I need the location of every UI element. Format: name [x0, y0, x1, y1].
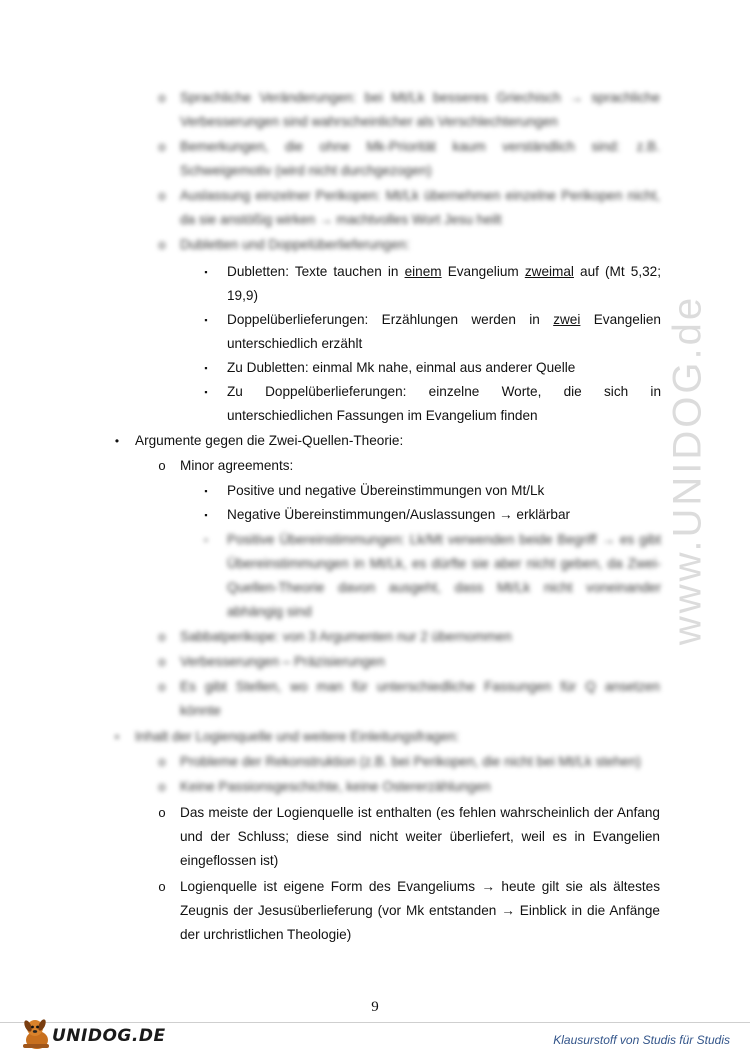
- logo-text: UNIDOG.DE: [52, 1026, 166, 1046]
- dog-logo-icon: [20, 1016, 54, 1052]
- zu-dubletten-item: Zu Dubletten: einmal Mk nahe, einmal aus anderer Quelle: [227, 360, 576, 375]
- list-item: Verbesserungen – Präzisierungen: [180, 654, 385, 669]
- list-marker-circle: o: [158, 188, 166, 203]
- page-number: 9: [371, 999, 379, 1015]
- list-marker-circle: o: [158, 679, 166, 694]
- logien-item: Logienquelle ist eigene Form des Evangeliums → heute gilt sie als ältestes Zeugnis der Jesusüberlieferung (vor Mk entstanden → Einblick in die Anfänge der urchristlichen Theologie): [180, 879, 660, 942]
- list-item: Inhalt der Logienquelle und weitere Einleitungsfragen:: [135, 729, 460, 744]
- list-marker-square: ▪: [204, 315, 208, 325]
- list-item: Bemerkungen, die ohne Mk-Priorität kaum verständlich sind: z.B.: [180, 139, 660, 154]
- list-marker-bullet: •: [114, 434, 120, 448]
- dubletten-item: Dubletten: Texte tauchen in einem Evangelium zweimal auf (Mt 5,32;: [227, 264, 661, 279]
- minor-item: Negative Übereinstimmungen/Auslassungen → erklärbar: [227, 507, 571, 522]
- list-marker-circle: o: [158, 90, 166, 105]
- list-item: Dubletten und Doppelüberlieferungen:: [180, 237, 410, 252]
- logo: [20, 1016, 166, 1052]
- list-marker-square: ▪: [204, 535, 208, 545]
- list-marker-circle: o: [158, 805, 166, 820]
- list-item-cont: abhängig sind: [227, 604, 312, 619]
- dubletten-item-cont: 19,9): [227, 288, 258, 303]
- list-item-cont: da sie anstößig wirken → machtvolles Wort Jesu heilt: [180, 212, 502, 227]
- list-marker-circle: o: [158, 237, 166, 252]
- doppel-item-cont: unterschiedlich erzählt: [227, 336, 363, 351]
- minor-agreements: Minor agreements:: [180, 458, 294, 473]
- list-marker-square: ▪: [204, 486, 208, 496]
- list-item-cont: Schweigemotiv (wird nicht durchgezogen): [180, 163, 432, 178]
- list-marker-circle: o: [158, 779, 166, 794]
- list-marker-circle: o: [158, 139, 166, 154]
- watermark: www.UNIDOG.de: [665, 294, 710, 646]
- list-marker-square: ▪: [204, 510, 208, 520]
- list-item: Probleme der Rekonstruktion (z.B. bei Perikopen, die nicht bei Mt/Lk stehen): [180, 754, 641, 769]
- list-marker-circle: o: [158, 458, 166, 473]
- argumente-heading: Argumente gegen die Zwei-Quellen-Theorie:: [135, 433, 404, 448]
- list-item: Keine Passionsgeschichte, keine Ostererzählungen: [180, 779, 491, 794]
- list-marker-circle: o: [158, 754, 166, 769]
- list-item: Auslassung einzelner Perikopen: Mt/Lk übernehmen einzelne Perikopen nicht,: [180, 188, 660, 203]
- zu-doppel-item-cont: unterschiedlichen Fassungen im Evangelium finden: [227, 408, 538, 423]
- doppel-item: Doppelüberlieferungen: Erzählungen werden in zwei Evangelien: [227, 312, 661, 327]
- list-item: Sprachliche Veränderungen: bei Mt/Lk besseres Griechisch → sprachliche: [180, 90, 660, 105]
- logien-item: Das meiste der Logienquelle ist enthalten (es fehlen wahrscheinlich der Anfang und der Schluss; diese sind nicht weiter überliefert, weil es in Evangelien eingeflossen ist): [180, 805, 660, 868]
- list-item-cont: könnte: [180, 703, 221, 718]
- list-item: Es gibt Stellen, wo man für unterschiedliche Fassungen für Q ansetzen: [180, 679, 660, 694]
- minor-item: Positive und negative Übereinstimmungen von Mt/Lk: [227, 483, 545, 498]
- list-marker-square: ▪: [204, 267, 208, 277]
- list-item: Sabbatperikope: von 3 Argumenten nur 2 übernommen: [180, 629, 512, 644]
- list-marker-circle: o: [158, 654, 166, 669]
- list-item-cont: Übereinstimmungen in Mt/Lk, es dürfte sie aber nicht geben, da Zwei-: [227, 556, 661, 571]
- zu-doppel-item: Zu Doppelüberlieferungen: einzelne Worte, die sich in: [227, 384, 661, 399]
- list-item: Positive Übereinstimmungen: Lk/Mt verwenden beide Begriff → es gibt: [227, 532, 661, 547]
- list-marker-square: ▪: [204, 387, 208, 397]
- list-item-cont: Verbesserungen sind wahrscheinlicher als Verschlechterungen: [180, 114, 558, 129]
- list-marker-square: ▪: [204, 363, 208, 373]
- footer-tagline: Klausurstoff von Studis für Studis: [553, 1033, 730, 1047]
- list-marker-circle: o: [158, 629, 166, 644]
- list-marker-circle: o: [158, 879, 166, 894]
- list-marker-bullet: •: [114, 730, 120, 744]
- list-item-cont: Quellen-Theorie davon ausgeht, dass Mt/Lk nicht voneinander: [227, 580, 661, 595]
